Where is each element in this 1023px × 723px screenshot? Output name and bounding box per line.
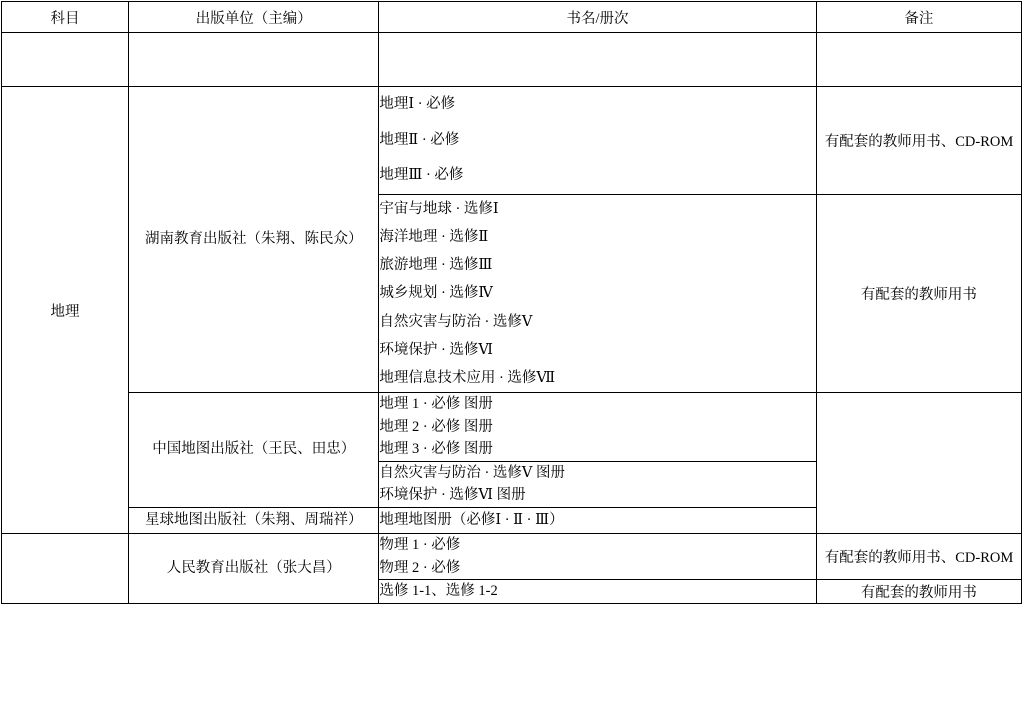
book-line: 地理Ⅰ · 必修 — [379, 96, 456, 112]
cell-press-hunan: 湖南教育出版社（朱翔、陈民众） — [129, 87, 379, 393]
book-line: 地理 2 · 必修 图册 — [379, 418, 493, 435]
cell-books-pep-required — [379, 534, 816, 580]
book-line: 旅游地理 · 选修Ⅲ — [379, 257, 493, 274]
book-line: 环境保护 · 选修Ⅵ 图册 — [379, 487, 526, 504]
cell-note-pep-required: 有配套的教师用书、CD-ROM — [816, 534, 1021, 580]
book-line: 环境保护 · 选修Ⅵ — [379, 341, 494, 358]
column-header-subject: 科目 — [2, 2, 129, 33]
cell-books-hunan-elective — [379, 194, 816, 393]
cell-press-blank — [129, 33, 379, 87]
cell-note-blank — [816, 33, 1021, 87]
column-header-press: 出版单位（主编） — [129, 2, 379, 33]
cell-subject-geography: 地理 — [2, 87, 129, 534]
column-header-note: 备注 — [816, 2, 1021, 33]
cell-press-china-map: 中国地图出版社（王民、田忠） — [129, 393, 379, 507]
cell-books-hunan-required — [379, 87, 816, 195]
cell-press-xingqiu: 星球地图出版社（朱翔、周瑞祥） — [129, 507, 379, 533]
table-row — [2, 33, 1022, 87]
table-row — [2, 534, 1022, 580]
book-line: 自然灾害与防治 · 选修Ⅴ 图册 — [379, 464, 566, 481]
cell-books-china-map-required — [379, 393, 816, 461]
cell-note-hunan-required: 有配套的教师用书、CD-ROM — [816, 87, 1021, 195]
book-line: 地理地图册（必修Ⅰ · Ⅱ · Ⅲ） — [379, 512, 564, 529]
book-line: 地理Ⅱ · 必修 — [379, 131, 460, 148]
cell-subject-blank — [2, 33, 129, 87]
textbook-catalog-table — [1, 1, 1022, 604]
book-line: 地理 1 · 必修 图册 — [379, 396, 493, 413]
cell-note-pep-elective: 有配套的教师用书 — [816, 580, 1021, 603]
table-row — [2, 393, 1022, 461]
cell-note-china-map — [816, 393, 1021, 534]
column-header-book: 书名/册次 — [379, 2, 816, 33]
book-line: 地理信息技术应用 · 选修Ⅶ — [379, 370, 556, 387]
cell-books-china-map-elective — [379, 461, 816, 507]
cell-book-blank — [379, 33, 816, 87]
book-line: 物理 2 · 必修 — [379, 559, 461, 576]
book-line: 物理 1 · 必修 — [379, 537, 461, 554]
document-page — [0, 1, 1023, 723]
cell-press-pep: 人民教育出版社（张大昌） — [129, 534, 379, 603]
book-line: 海洋地理 · 选修Ⅱ — [379, 228, 489, 245]
table-header-row — [2, 2, 1022, 33]
cell-books-xingqiu — [379, 507, 816, 533]
book-line: 地理 3 · 必修 图册 — [379, 441, 493, 458]
cell-note-hunan-elective: 有配套的教师用书 — [816, 194, 1021, 393]
book-line: 自然灾害与防治 · 选修Ⅴ — [379, 313, 533, 330]
book-line: 选修 1-1、选修 1-2 — [379, 583, 498, 600]
book-line: 地理Ⅲ · 必修 — [379, 167, 464, 184]
table-row — [2, 87, 1022, 195]
cell-subject-blank-2 — [2, 534, 129, 603]
book-line: 城乡规划 · 选修Ⅳ — [379, 285, 493, 302]
cell-books-pep-elective — [379, 580, 816, 603]
book-line: 宇宙与地球 · 选修Ⅰ — [379, 200, 499, 217]
